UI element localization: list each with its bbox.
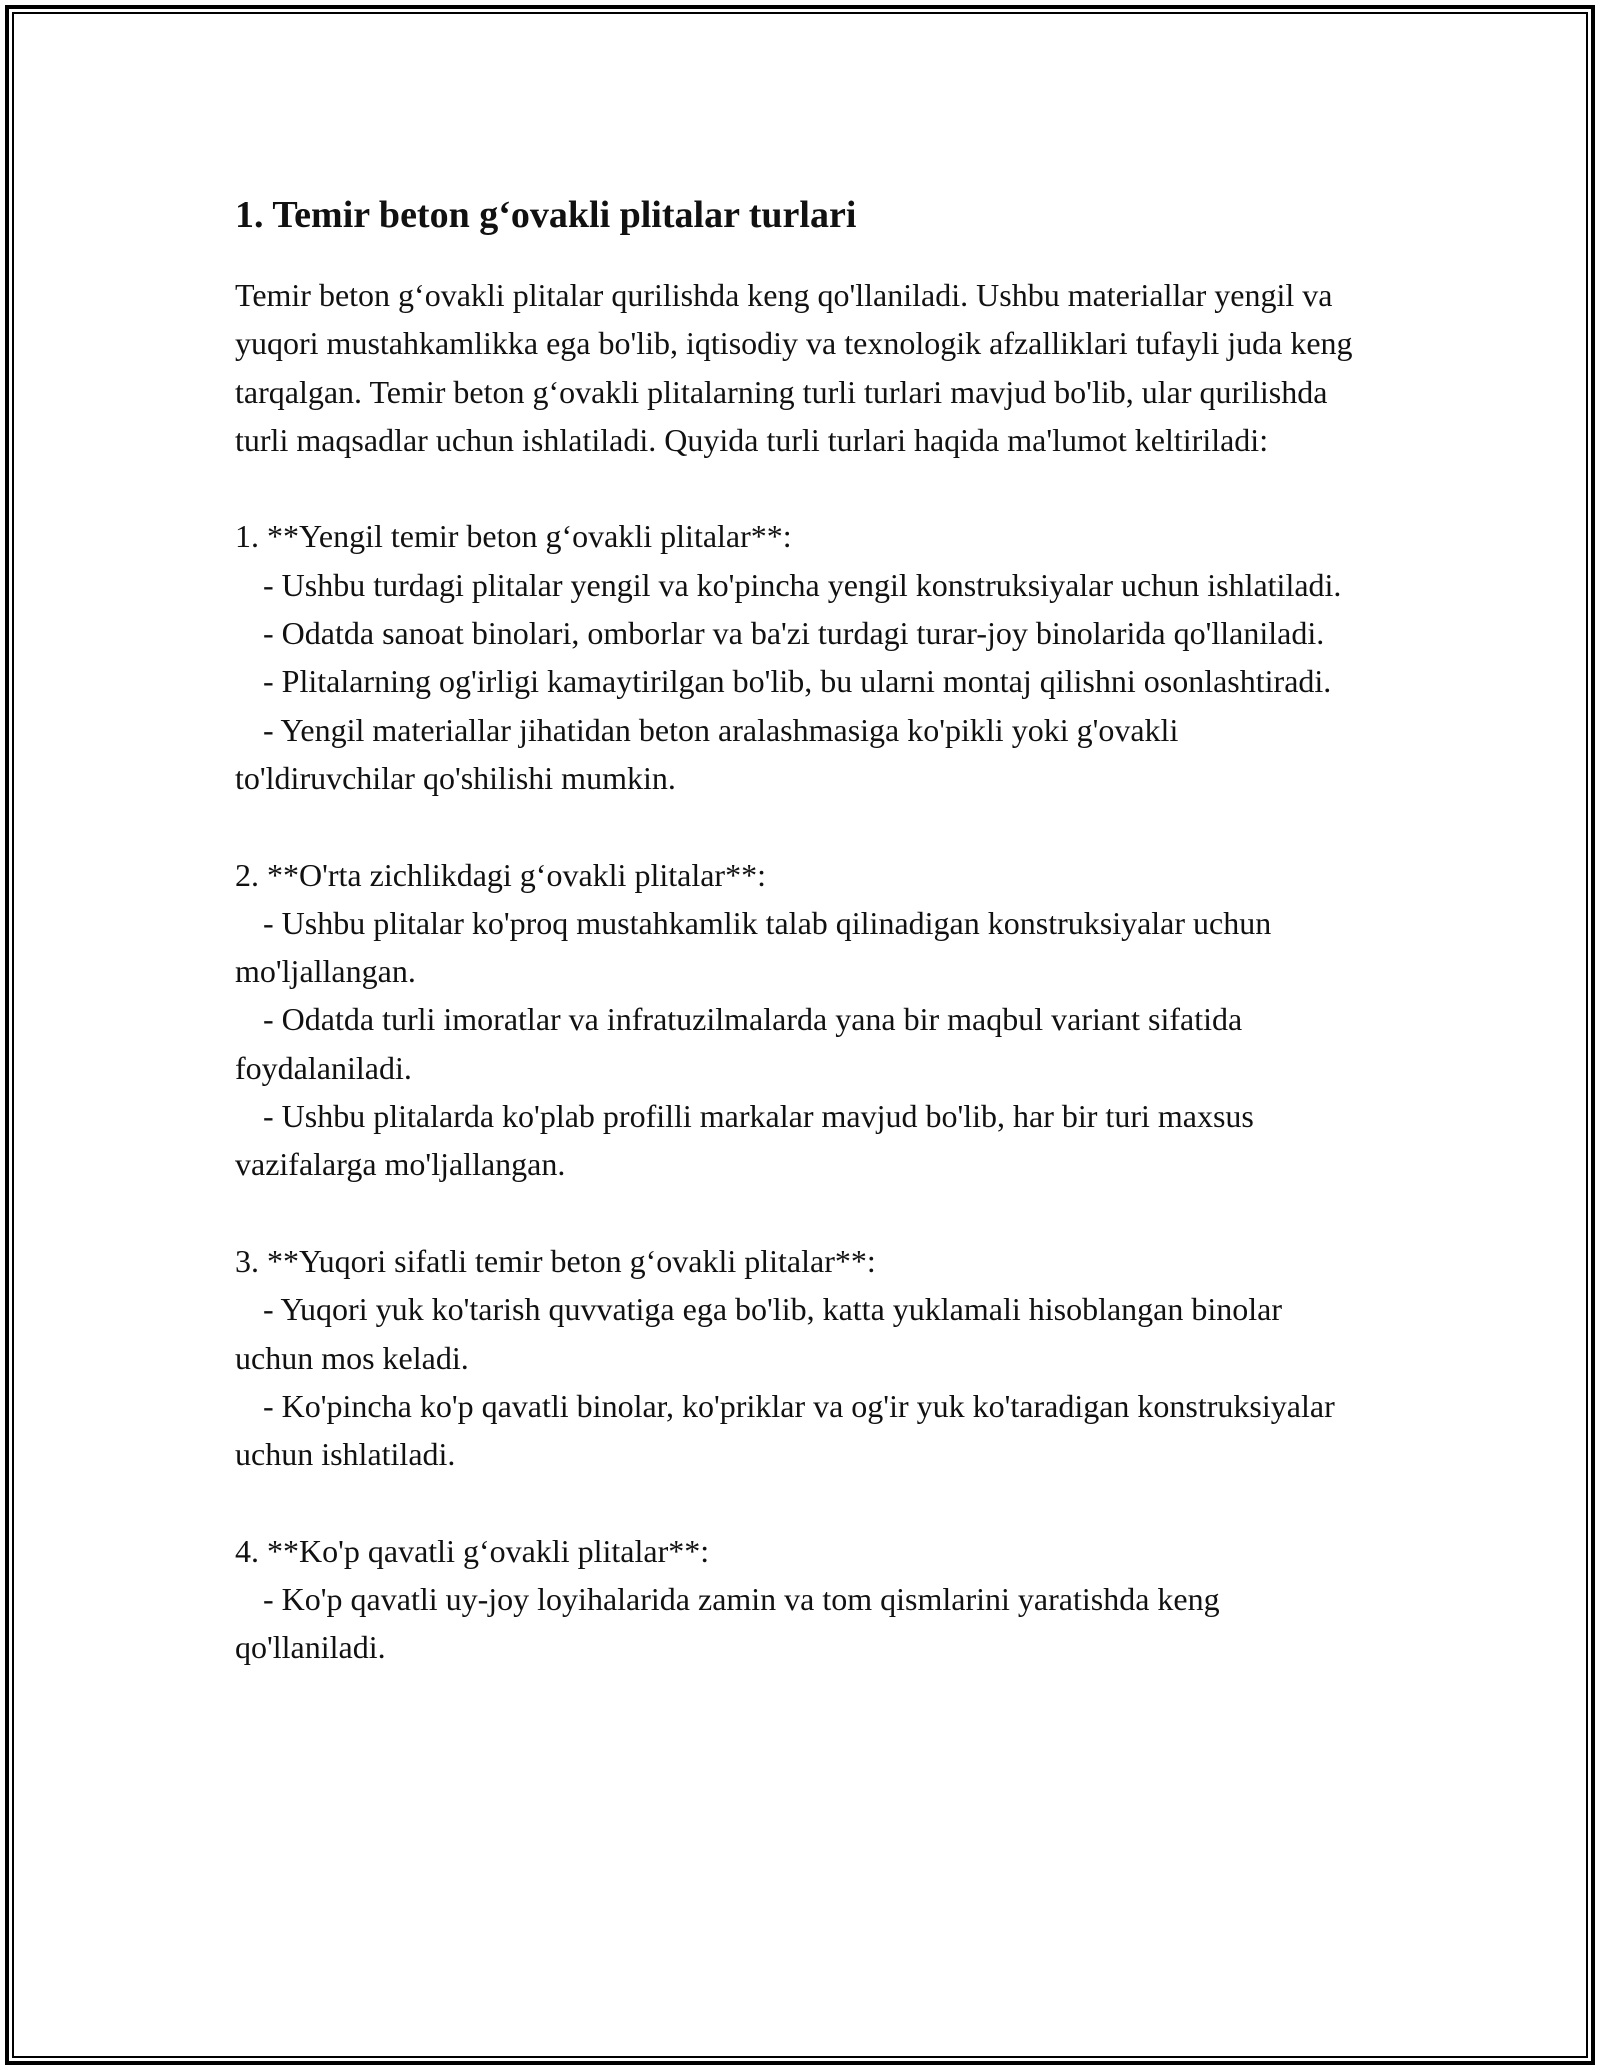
section-2 [235,851,1365,1189]
section-heading: 1. **Yengil temir beton g‘ovakli plitalar**: [235,518,792,555]
spacer [235,802,1365,850]
intro-paragraph: Temir beton g‘ovakli plitalar qurilishda keng qo'llaniladi. Ushbu materiallar yengil va yuqori mustahkamlikka ega bo'lib, iqtisodiy va texnologik afzalliklari tufayli juda keng tarqalgan. Temir beton g‘ovakli plitalarning turli turlari mavjud bo'lib, ular qurilishda turli maqsadlar uchun ishlatiladi. Quyida turli turlari haqida ma'lumot keltiriladi: [235,277,1361,458]
spacer [235,464,1365,512]
section-3 [235,1237,1365,1478]
section-1 [235,512,1365,802]
section-4 [235,1527,1365,1672]
section-bullet: - Ko'pincha ko'p qavatli binolar, ko'priklar va og'ir yuk ko'taradigan konstruksiyalar uchun ishlatiladi. [235,1387,1343,1473]
section-heading: 3. **Yuqori sifatli temir beton g‘ovakli plitalar**: [235,1242,876,1279]
document-title: 1. Temir beton g‘ovakli plitalar turlari [235,194,857,236]
section-bullet: - Yuqori yuk ko'tarish quvvatiga ega bo'lib, katta yuklamali hisoblangan binolar uchun mos keladi. [235,1291,1291,1376]
section-bullet: - Odatda sanoat binolari, omborlar va ba'zi turdagi turar-joy binolarida qo'llaniladi. [263,615,1325,652]
section-heading: 2. **O'rta zichlikdagi g‘ovakli plitalar**: [235,856,766,893]
document-body [235,185,1365,1672]
section-bullet: - Odatda turli imoratlar va infratuzilmalarda yana bir maqbul variant sifatida foydalaniladi. [235,1001,1251,1086]
spacer [235,1478,1365,1526]
section-bullet: - Ushbu plitalarda ko'plab profilli markalar mavjud bo'lib, har bir turi maxsus vazifalarga mo'ljallangan. [235,1098,1262,1183]
section-bullet: - Ko'p qavatli uy-joy loyihalarida zamin va tom qismlarini yaratishda keng qo'llaniladi. [235,1581,1228,1666]
section-bullet: - Yengil materiallar jihatidan beton aralashmasiga ko'pikli yoki g'ovakli to'ldiruvchilar qo'shilishi mumkin. [235,711,1187,796]
spacer [235,1189,1365,1237]
section-heading: 4. **Ko'p qavatli g‘ovakli plitalar**: [235,1532,710,1569]
section-bullet: - Ushbu plitalar ko'proq mustahkamlik talab qilinadigan konstruksiyalar uchun mo'ljallangan. [235,904,1280,990]
section-bullet: - Ushbu turdagi plitalar yengil va ko'pincha yengil konstruksiyalar uchun ishlatiladi. [263,566,1342,603]
section-bullet: - Plitalarning og'irligi kamaytirilgan bo'lib, bu ularni montaj qilishni osonlashtiradi. [263,663,1332,700]
